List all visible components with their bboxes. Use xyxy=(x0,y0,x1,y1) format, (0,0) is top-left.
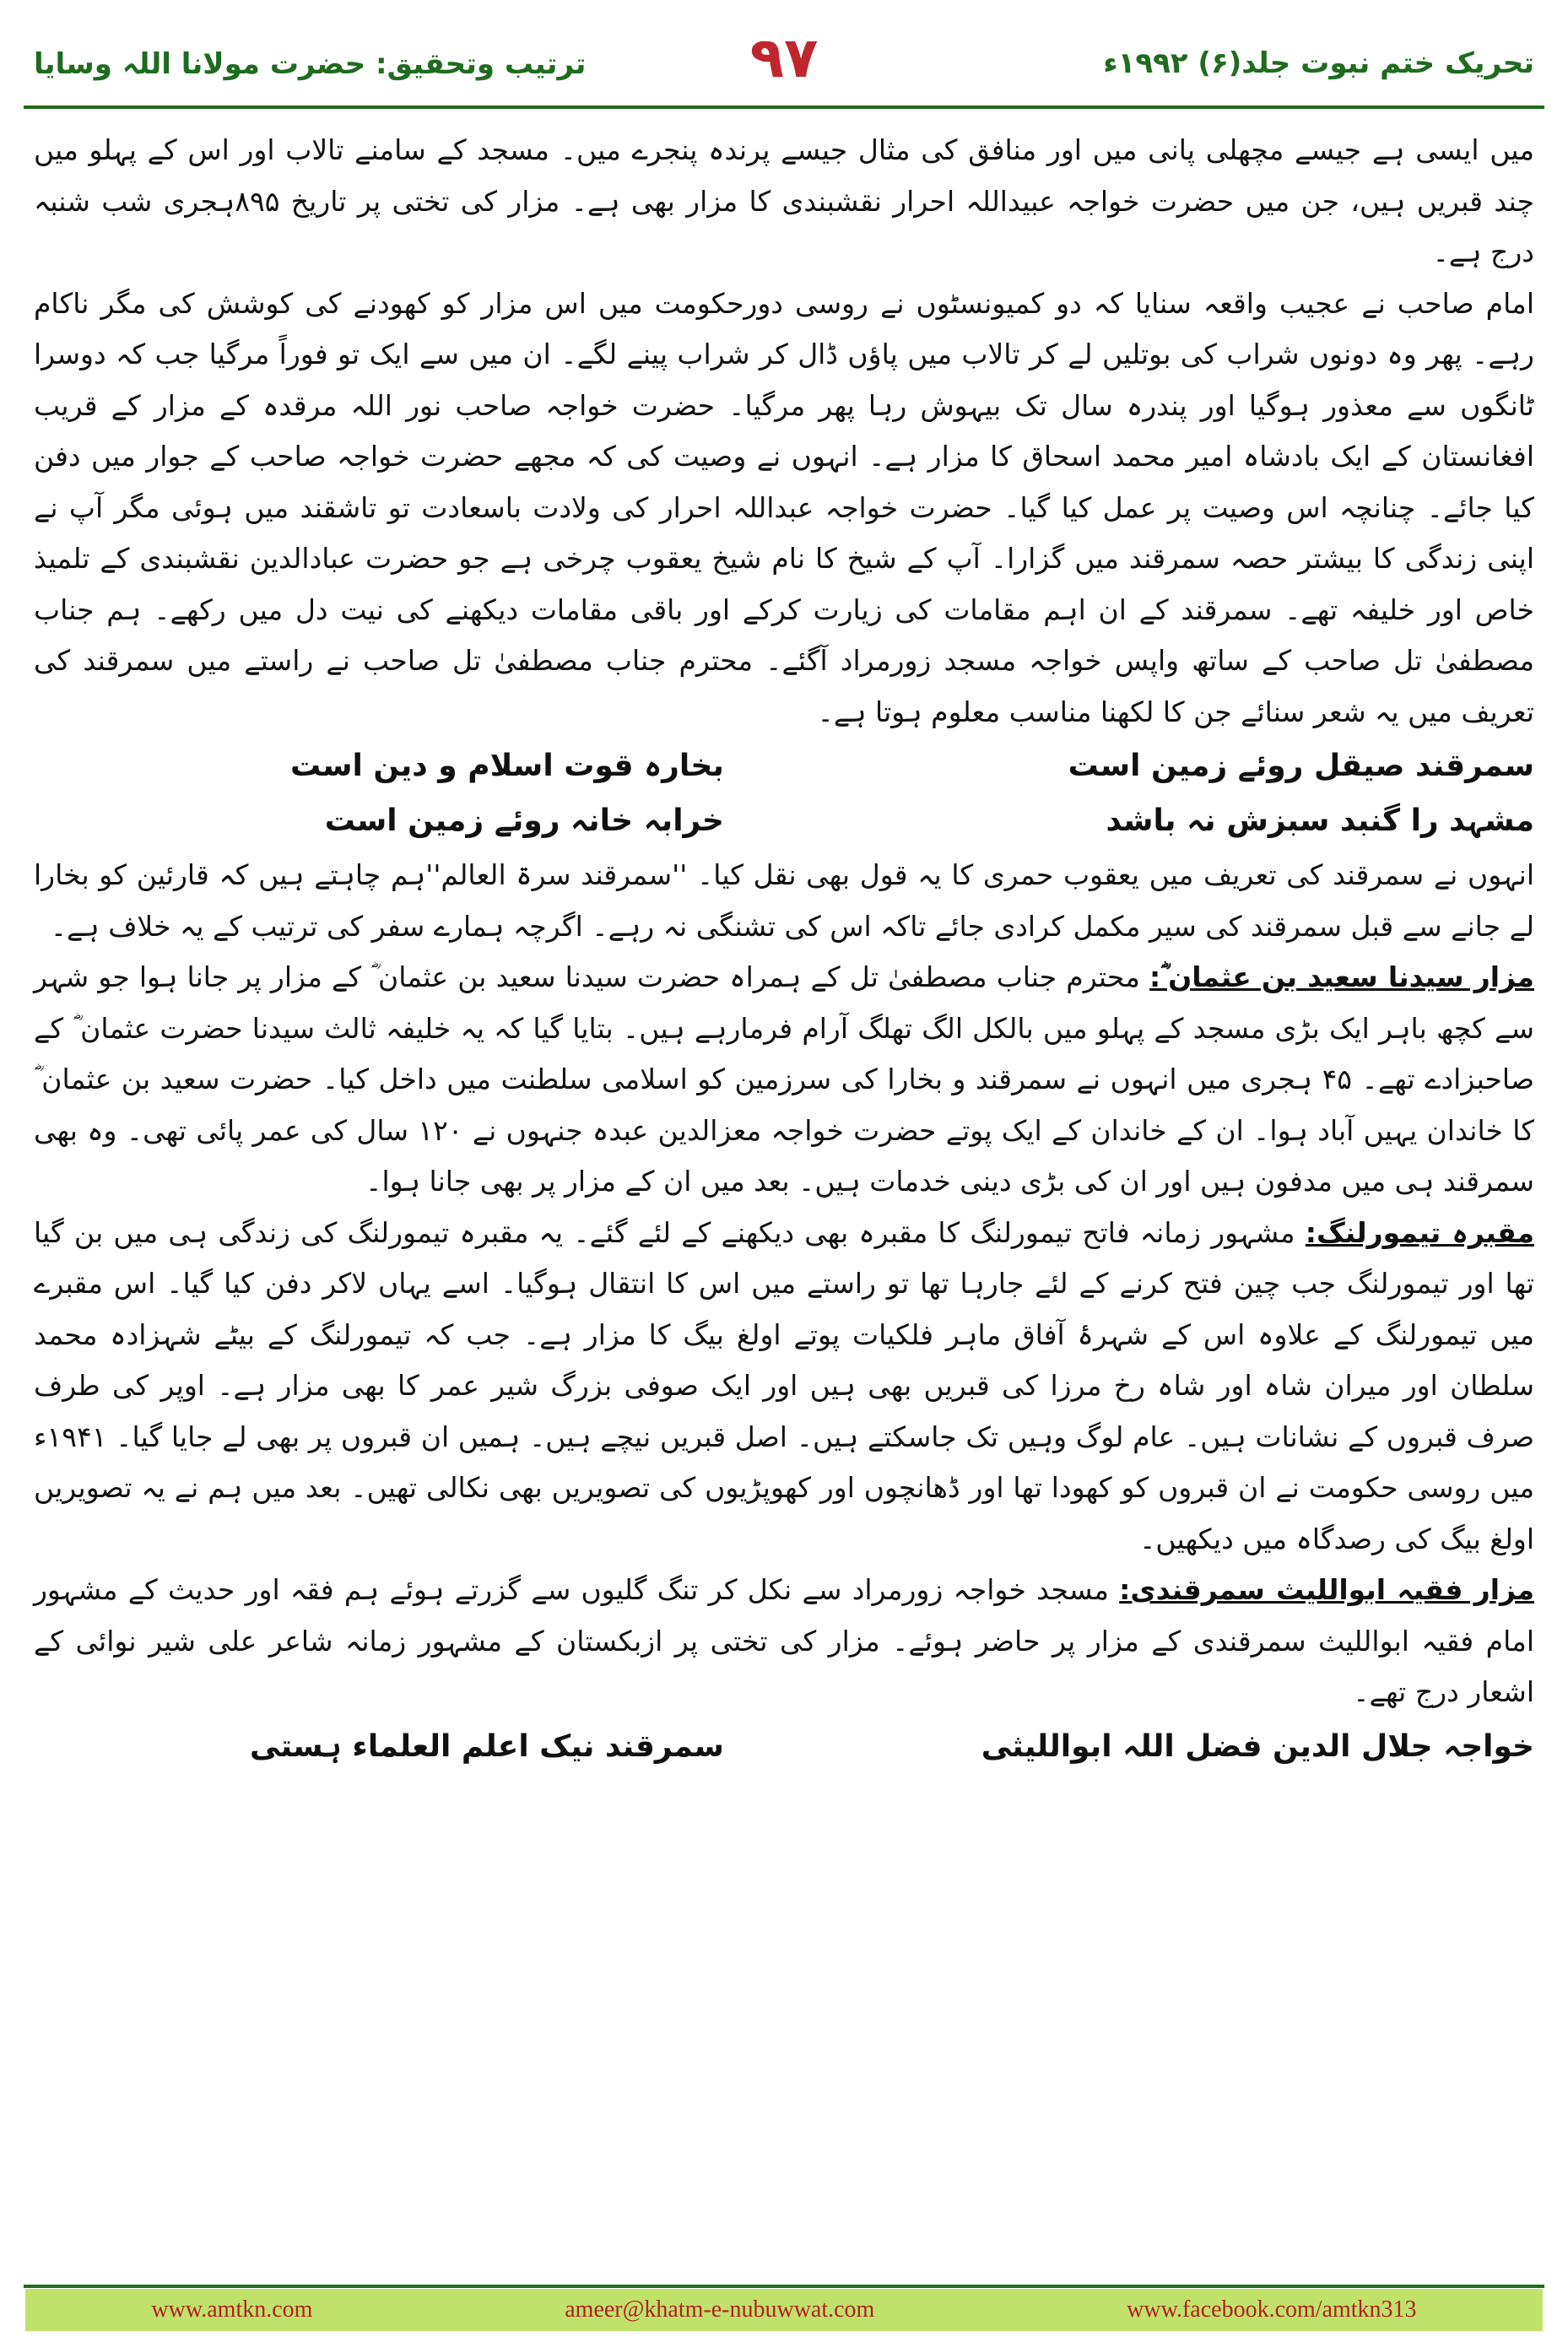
footer-facebook-link[interactable]: www.facebook.com/amtkn313 xyxy=(1127,2296,1417,2323)
page-number: ۹۷ xyxy=(749,25,819,90)
header-book-title: تحریک ختم نبوت جلد(۶) ۱۹۹۲ء xyxy=(1103,46,1534,80)
section-saeed-bin-usman xyxy=(34,952,1534,1208)
paragraph: امام صاحب نے عجیب واقعہ سنایا کہ دو کمیونسٹوں نے روسی دورحکومت میں اس مزار کو کھودنے کی کوشش کی مگر ناکام رہے۔ پھر وہ دونوں شراب کی بوتلیں لے کر تالاب میں پاؤں ڈال کر شراب پینے لگے۔ ان میں سے ایک تو فوراً مرگیا جب کہ دوسرا ٹانگوں سے معذور ہوگیا اور پندرہ سال تک بیہوش رہا پھر مرگیا۔ حضرت خواجہ صاحب نور اللہ مرقدہ کے مزار کے قریب افغانستان کے ایک بادشاہ امیر محمد اسحاق کا مزار ہے۔ انہوں نے وصیت کی کہ مجھے حضرت خواجہ صاحب کے جوار میں دفن کیا جائے۔ چنانچہ اس وصیت پر عمل کیا گیا۔ حضرت خواجہ عبداللہ احرار کی ولادت باسعادت تو تاشقند میں ہوئی مگر آپ نے اپنی زندگی کا بیشتر حصہ سمرقند میں گزارا۔ آپ کے شیخ کا نام شیخ یعقوب چرخی ہے جو حضرت عبادالدین نقشبندی کے تلمیذ خاص اور خلیفہ تھے۔ سمرقند کے ان اہم مقامات کی زیارت کرکے اور باقی مقامات دیکھنے کی نیت دل میں رکھے۔ ہم جناب مصطفیٰ تل صاحب کے ساتھ واپس خواجہ مسجد زورمراد آگئے۔ محترم جناب مصطفیٰ تل صاحب نے راستے میں سمرقند کی تعریف میں یہ شعر سنائے جن کا لکھنا مناسب معلوم ہوتا ہے۔ xyxy=(34,286,1534,728)
verse-line xyxy=(34,796,1534,847)
verse-hemistich: مشہد را گنبد سبزش نہ باشد xyxy=(1106,803,1534,838)
verse-hemistich: خرابہ خانہ روئے زمین است xyxy=(324,803,724,838)
section-text: مسجد خواجہ زورمراد سے نکل کر تنگ گلیوں سے گزرتے ہوئے ہم فقہ اور حدیث کے مشہور امام فقیہ ابواللیث سمرقندی کے مزار پر حاضر ہوئے۔ مزار کی تختی پر ازبکستان کے مشہور زمانہ شاعر علی شیر نوائی کے اشعار درج تھے۔ xyxy=(34,1573,1534,1708)
section-abul-lais xyxy=(34,1565,1534,1718)
page-header xyxy=(0,0,1568,110)
page-body xyxy=(34,125,1534,1776)
footer-divider xyxy=(24,2285,1544,2288)
verse-hemistich: سمرقند نیک اعلم العلماء ہستی xyxy=(250,1728,724,1764)
header-divider xyxy=(24,105,1544,109)
section-heading: مزار فقیہ ابواللیث سمرقندی: xyxy=(1119,1573,1535,1606)
verse-hemistich: سمرقند صیقل روئے زمین است xyxy=(1068,749,1534,783)
section-text: محترم جناب مصطفیٰ تل کے ہمراہ حضرت سیدنا سعید بن عثمان ؓ کے مزار پر جانا ہوا جو شہر سے کچھ باہر ایک بڑی مسجد کے پہلو میں بالکل الگ تھلگ آرام فرمارہے ہیں۔ بتایا گیا کہ یہ خلیفہ ثالث سیدنا حضرت عثمان ؓ کے صاحبزادے تھے۔ ۴۵ ہجری میں انہوں نے سمرقند و بخارا کی سرزمین کو اسلامی سلطنت میں داخل کیا۔ حضرت سعید بن عثمان ؓ کا خاندان یہیں آباد ہوا۔ ان کے خاندان کے ایک پوتے حضرت خواجہ معزالدین عبدہ جنہوں نے ۱۲۰ سال کی عمر پائی تھی۔ وہ بھی سمرقند ہی میں مدفون ہیں اور ان کی بڑی دینی خدمات ہیں۔ بعد میں ان کے مزار پر بھی جانا ہوا۔ xyxy=(34,960,1534,1198)
paragraph: میں ایسی ہے جیسے مچھلی پانی میں اور منافق کی مثال جیسے پرندہ پنجرے میں۔ مسجد کے سامنے تالاب اور اس کے پہلو میں چند قبریں ہیں، جن میں حضرت خواجہ عبیداللہ احرار نقشبندی کا مزار بھی ہے۔ مزار کی تختی پر تاریخ ۸۹۵ہجری شب شنبہ درج ہے۔ xyxy=(34,133,1534,268)
page-footer xyxy=(25,2289,1543,2331)
header-editor: ترتیب وتحقیق: حضرت مولانا اللہ وسایا xyxy=(34,47,587,81)
section-heading: مزار سیدنا سعید بن عثمان ؓ: xyxy=(1149,960,1534,993)
footer-email-link[interactable]: ameer@khatm-e-nubuwwat.com xyxy=(565,2296,875,2323)
section-heading: مقبرہ تیمورلنگ: xyxy=(1305,1215,1534,1249)
verse-line xyxy=(34,741,1534,792)
section-text: مشہور زمانہ فاتح تیمورلنگ کا مقبرہ بھی دیکھنے کے لئے گئے۔ یہ مقبرہ تیمورلنگ کی زندگی ہی میں بن گیا تھا اور تیمورلنگ جب چین فتح کرنے کے لئے جارہا تھا تو راستے میں اس کا انتقال ہوگیا۔ اسے یہاں لاکر دفن کیا گیا۔ اس مقبرے میں تیمورلنگ کے علاوہ اس کے شہرۂ آفاق ماہر فلکیات پوتے اولغ بیگ کا مزار ہے۔ جب کہ تیمورلنگ کے بیٹے شہزادہ محمد سلطان اور میران شاہ اور شاہ رخ مرزا کی قبریں بھی ہیں اور ایک صوفی بزرگ شیر عمر کا بھی مزار ہے۔ اوپر کی طرف صرف قبروں کے نشانات ہیں۔ عام لوگ وہیں تک جاسکتے ہیں۔ اصل قبریں نیچے ہیں۔ ہمیں ان قبروں پر بھی لے جایا گیا۔ ۱۹۴۱ء میں روسی حکومت نے ان قبروں کو کھودا تھا اور ڈھانچوں اور کھوپڑیوں کی تصویریں بھی نکالی تھیں۔ بعد میں ہم نے یہ تصویریں اولغ بیگ کی رصدگاہ میں دیکھیں۔ xyxy=(34,1215,1534,1555)
verse-hemistich: بخارہ قوت اسلام و دین است xyxy=(290,749,724,783)
section-timur xyxy=(34,1208,1534,1566)
paragraph: انہوں نے سمرقند کی تعریف میں یعقوب حمری کا یہ قول بھی نقل کیا۔ ''سمرقند سرۃ العالم''ہم چاہتے ہیں کہ قارئین کو بخارا لے جانے سے قبل سمرقند کی سیر مکمل کرادی جائے تاکہ اس کی تشنگی نہ رہے۔ اگرچہ ہمارے سفر کی ترتیب کے یہ خلاف ہے۔ xyxy=(34,858,1534,943)
footer-website-link[interactable]: www.amtkn.com xyxy=(151,2296,313,2323)
verse-line xyxy=(34,1722,1534,1773)
verse-hemistich: خواجہ جلال الدین فضل اللہ ابواللیثی xyxy=(981,1728,1534,1764)
